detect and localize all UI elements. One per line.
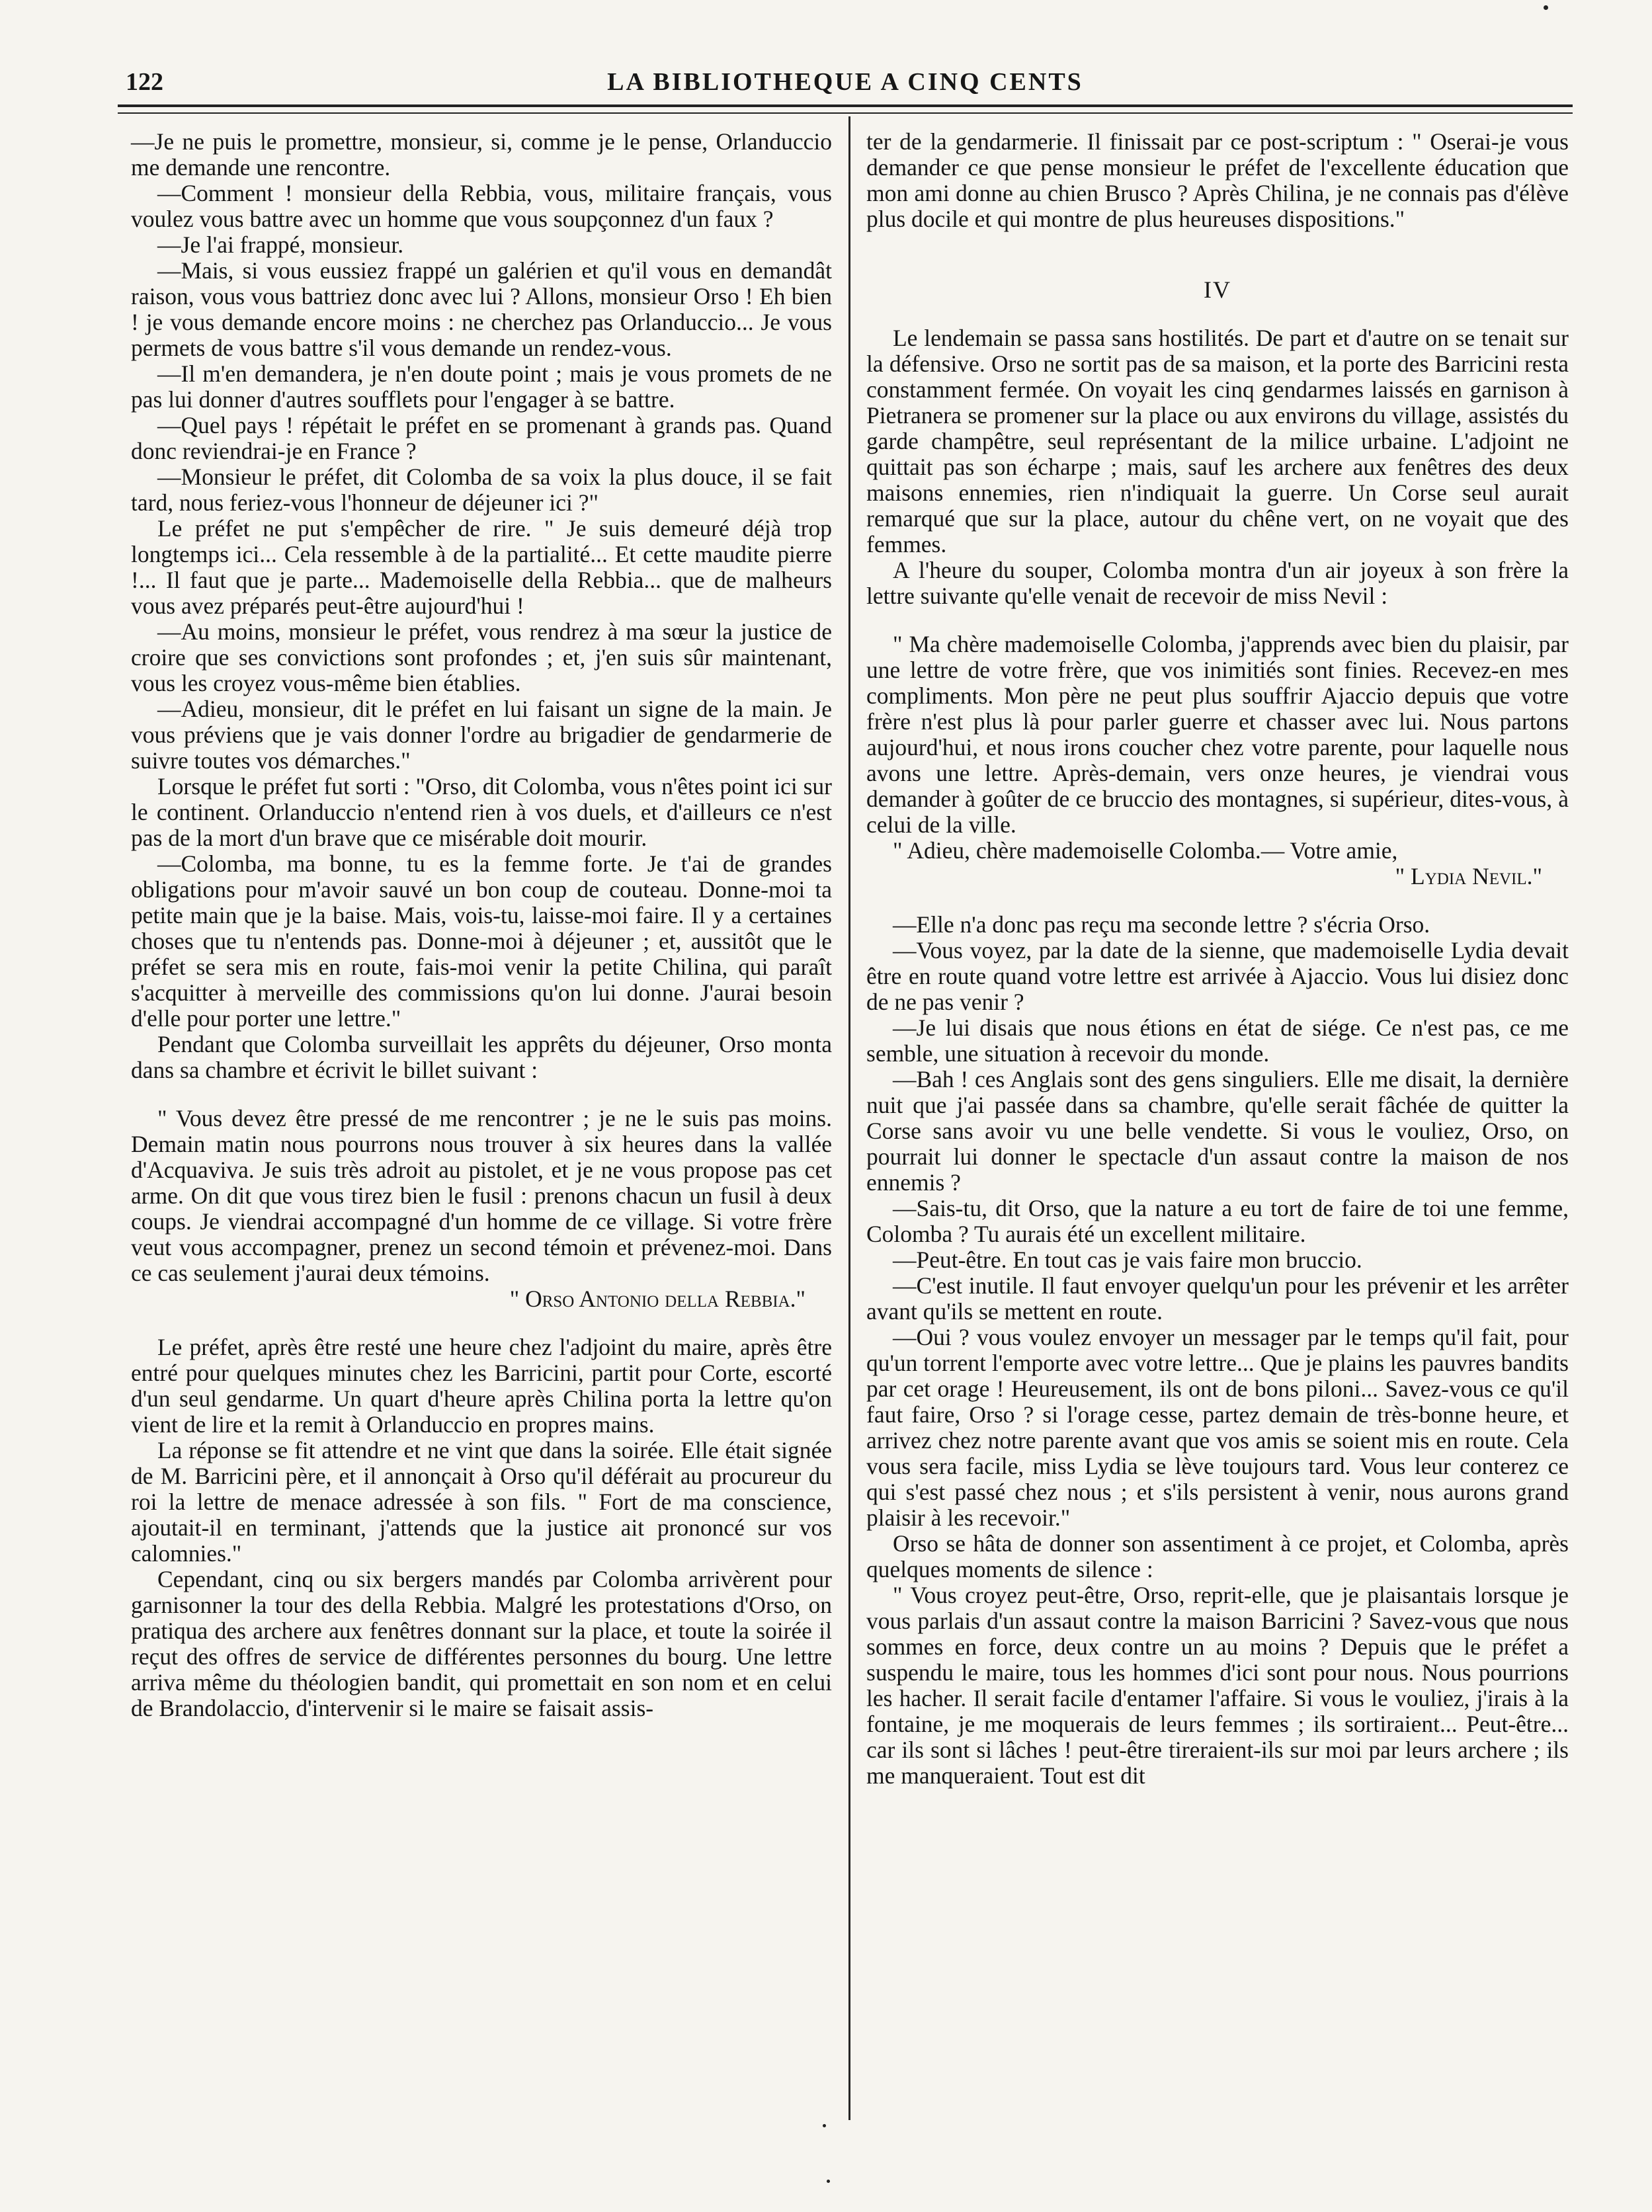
right-column: [866, 129, 1569, 1789]
letter-paragraph: " Ma chère mademoiselle Colomba, j'apprends avec bien du plaisir, par une lettre de votre frère, que vos inimitiés sont finies. Recevez-en mes compliments. Mon père ne peut plus souffrir Ajaccio depuis que votre frère n'est plus là pour parler guerre et chasser avec lui. Nous partons aujourd'hui, et nous irons coucher chez votre parente, pour laquelle nous avons une lettre. Après-demain, vers onze heures, je viendrai vous demander à goûter de ce bruccio des montagnes, si supérieur, dites-vous, à celui de la ville.: [866, 631, 1569, 838]
paragraph: —Bah ! ces Anglais sont des gens singuliers. Elle me disait, la dernière nuit que j'ai passée dans sa chambre, qu'elle serait fâchée de quitter la Corse sans avoir vu une belle vendette. Si vous le vouliez, Orso, on pourrait lui donner le spectacle d'un assaut contre la maison de nos ennemis ?: [866, 1066, 1569, 1196]
paragraph: —Mais, si vous eussiez frappé un galérien et qu'il vous en demandât raison, vous vous battriez donc avec lui ? Allons, monsieur Orso ! Eh bien ! je vous demande encore moins : ne cherchez pas Orlanduccio... Je vous permets de vous battre s'il vous demande un rendez-vous.: [131, 257, 832, 361]
page-header: [118, 63, 1573, 103]
paragraph: —C'est inutile. Il faut envoyer quelqu'un pour les prévenir et les arrêter avant qu'ils se mettent en route.: [866, 1272, 1569, 1325]
paragraph: —Je ne puis le promettre, monsieur, si, comme je le pense, Orlanduccio me demande une rencontre.: [131, 128, 832, 181]
print-speck: [827, 2180, 830, 2183]
paragraph: " Vous croyez peut-être, Orso, reprit-elle, que je plaisantais lorsque je vous parlais d'un assaut contre la maison Barricini ? Savez-vous que nous sommes en force, deux contre un au moins ? Depuis que le préfet a suspendu le maire, tous les hommes d'ici sont pour nous. Nous pourrions les hacher. Il serait facile d'entamer l'affaire. Si vous le vouliez, j'irais à la fontaine, je me moquerais de leurs femmes ; ils sortiraient... Peut-être... car ils sont si lâches ! peut-être tireraient-ils sur moi par leurs archere ; ils me manqueraient. Tout est dit: [866, 1582, 1569, 1789]
paragraph: —Sais-tu, dit Orso, que la nature a eu tort de faire de toi une femme, Colomba ? Tu aurais été un excellent militaire.: [866, 1195, 1569, 1247]
paragraph: Lorsque le préfet fut sorti : "Orso, dit Colomba, vous n'êtes point ici sur le continent. Orlanduccio n'entend rien à vos duels, et d'ailleurs ce n'est pas de la mort d'un brave que ce misérable doit mourir.: [131, 773, 832, 851]
header-rule-bottom: [118, 112, 1573, 114]
page-number: 122: [126, 68, 163, 96]
paragraph: Cependant, cinq ou six bergers mandés par Colomba arrivèrent pour garnisonner la tour des della Rebbia. Malgré les protestations d'Orso, on pratiqua des archere aux fenêtres donnant sur la place, et toute la soirée il reçut des offres de service de différentes personnes du bourg. Une lettre arriva même du théologien bandit, qui promettait en son nom et en celui de Brandolaccio, d'intervenir si le maire se faisait assis-: [131, 1566, 832, 1721]
print-speck: [823, 2124, 826, 2127]
paragraph: —Peut-être. En tout cas je vais faire mon bruccio.: [893, 1247, 1362, 1273]
paragraph: —Je lui disais que nous étions en état de siége. Ce n'est pas, ce me semble, une situation à recevoir du monde.: [866, 1014, 1569, 1067]
paragraph: La réponse se fit attendre et ne vint que dans la soirée. Elle était signée de M. Barricini père, et il annonçait à Orso qu'il déférait au procureur du roi la lettre de menace adressée à son fils. " Fort de ma conscience, ajoutait-il en terminant, j'attends que la justice ait prononcé sur vos calomnies.": [131, 1437, 832, 1567]
paragraph: —Je l'ai frappé, monsieur.: [157, 231, 404, 258]
paragraph: —Comment ! monsieur della Rebbia, vous, militaire français, vous voulez vous battre avec un homme que vous soupçonnez d'un faux ?: [131, 180, 832, 232]
paragraph: —Vous voyez, par la date de la sienne, que mademoiselle Lydia devait être en route quand votre lettre est arrivée à Ajaccio. Vous lui disiez donc de ne pas venir ?: [866, 937, 1569, 1015]
letter-paragraph: " Vous devez être pressé de me rencontrer ; je ne le suis pas moins. Demain matin nous pourrons nous trouver à six heures dans la vallée d'Acquaviva. Je suis très adroit au pistolet, et je ne vous propose pas cet arme. On dit que vous tirez bien le fusil : prenons chacun un fusil à deux coups. Je viendrai accompagné d'un homme de ce village. Si votre frère veut vous accompagner, prenez un second témoin et prévenez-moi. Dans ce cas seulement j'aurai deux témoins.: [131, 1105, 832, 1286]
running-title: LA BIBLIOTHEQUE A CINQ CENTS: [607, 68, 1083, 96]
paragraph: —Oui ? vous voulez envoyer un messager par le temps qu'il fait, pour qu'un torrent l'emporte avec votre lettre... Que je plains les pauvres bandits par cet orage ! Heureusement, ils ont de bons piloni... Savez-vous ce qu'il faut faire, Orso ? si l'orage cesse, partez demain de très-bonne heure, et arrivez chez notre parente avant que vos amis se soient mis en route. Cela vous sera facile, miss Lydia se lève toujours tard. Vous leur conterez ce qui s'est passé chez nous ; et s'ils persistent à venir, nous aurons grand plaisir à les recevoir.": [866, 1324, 1569, 1531]
print-speck: [1544, 5, 1548, 10]
paragraph: Le préfet, après être resté une heure chez l'adjoint du maire, après être entré pour quelques minutes chez les Barricini, partit pour Corte, escorté d'un seul gendarme. Un quart d'heure après Chilina porta la lettre qu'on vient de lire et la remit à Orlanduccio en propres mains.: [131, 1334, 832, 1438]
chapter-heading: IV: [1204, 276, 1231, 303]
paragraph: Orso se hâta de donner son assentiment à ce projet, et Colomba, après quelques moments de silence :: [866, 1530, 1569, 1582]
paragraph: —Quel pays ! répétait le préfet en se promenant à grands pas. Quand donc reviendrai-je en France ?: [131, 412, 832, 464]
paragraph: Le lendemain se passa sans hostilités. De part et d'autre on se tenait sur la défensive. Orso ne sortit pas de sa maison, et la porte des Barricini resta constamment fermée. On voyait les cinq gendarmes laissés en garnison à Pietranera se promener sur la place ou aux environs du village, assistés du garde champêtre, seul représentant de la milice urbaine. L'adjoint ne quittait pas son écharpe ; mais, sauf les archere aux fenêtres des deux maisons ennemies, rien n'indiquait la guerre. Un Corse seul aurait remarqué que sur la place, autour du chêne vert, on ne voyait que des femmes.: [866, 325, 1569, 557]
paragraph: —Au moins, monsieur le préfet, vous rendrez à ma sœur la justice de croire que ses convictions sont profondes ; et, j'en suis sûr maintenant, vous les croyez vous-même bien établies.: [131, 618, 832, 696]
paragraph: Pendant que Colomba surveillait les apprêts du déjeuner, Orso monta dans sa chambre et écrivit le billet suivant :: [131, 1031, 832, 1083]
column-divider: [848, 116, 850, 2120]
paragraph: —Colomba, ma bonne, tu es la femme forte. Je t'ai de grandes obligations pour m'avoir sauvé un bon coup de couteau. Donne-moi ta petite main que je la baise. Mais, vois-tu, laisse-moi faire. Il y a certaines choses que tu n'entends pas. Donne-moi à déjeuner ; et, aussitôt que le préfet se sera mis en route, fais-moi venir la petite Chilina, qui paraît s'acquitter à merveille des commissions qu'on lui donne. J'aurai besoin d'elle pour porter une lettre.": [131, 850, 832, 1032]
paragraph: A l'heure du souper, Colomba montra d'un air joyeux à son frère la lettre suivante qu'elle venait de recevoir de miss Nevil :: [866, 557, 1569, 609]
letter-signature: " Lydia Nevil.": [1395, 863, 1542, 889]
paragraph: —Il m'en demandera, je n'en doute point ; mais je vous promets de ne pas lui donner d'autres soufflets pour l'engager à se battre.: [131, 360, 832, 413]
left-column: [131, 129, 832, 1721]
paragraph: Le préfet ne put s'empêcher de rire. " Je suis demeuré déjà trop longtemps ici... Cela ressemble à de la partialité... Et cette maudite pierre !... Il faut que je parte... Mademoiselle della Rebbia... que de malheurs vous avez préparés peut-être aujourd'hui !: [131, 515, 832, 619]
header-rule-top: [118, 104, 1573, 107]
paragraph: —Monsieur le préfet, dit Colomba de sa voix la plus douce, il se fait tard, nous feriez-vous l'honneur de déjeuner ici ?": [131, 464, 832, 516]
letter-signature: " Orso Antonio della Rebbia.": [509, 1286, 805, 1312]
paragraph: —Adieu, monsieur, dit le préfet en lui faisant un signe de la main. Je vous préviens que je vais donner l'ordre au brigadier de gendarmerie de suivre toutes vos démarches.": [131, 696, 832, 774]
letter-closing: " Adieu, chère mademoiselle Colomba.— Votre amie,: [893, 837, 1398, 864]
paragraph: —Elle n'a donc pas reçu ma seconde lettre ? s'écria Orso.: [893, 911, 1430, 938]
paragraph: ter de la gendarmerie. Il finissait par ce post-scriptum : " Oserai-je vous demander ce que pense monsieur le préfet de l'excellente éducation que mon ami donne au chien Brusco ? Après Chilina, je ne connais pas d'élève plus docile et qui montre de plus heureuses dispositions.": [866, 128, 1569, 232]
